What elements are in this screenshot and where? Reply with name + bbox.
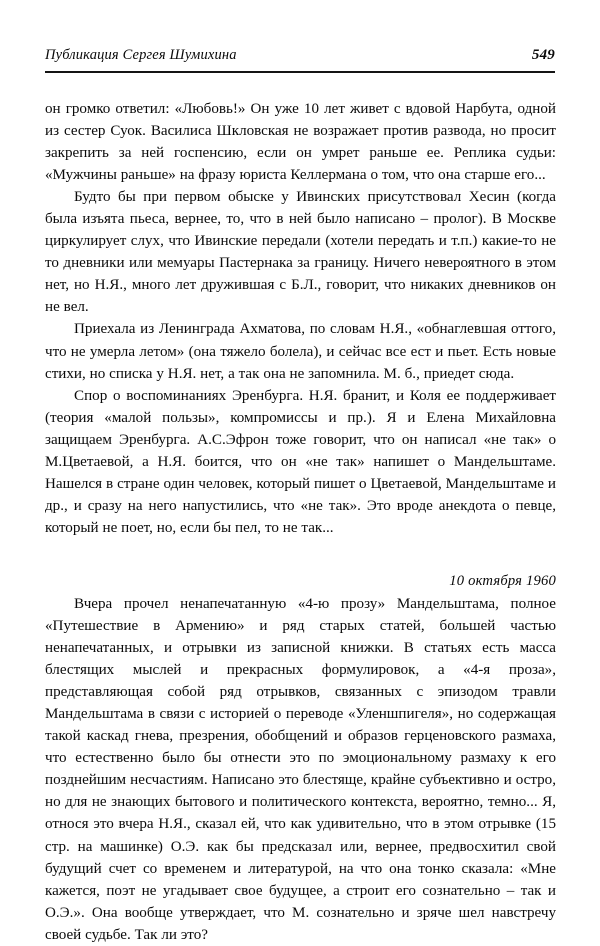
paragraph: Будто бы при первом обыске у Ивинских присутствовал Хесин (когда была изъята пьеса, вернее, то, что в ней было написано – пролог). В Москве циркулирует слух, что Ивинские передали (хотели передать и т.п.) какие-то не то дневники или мемуары Пастернака за границу. Ничего невероятного в этом нет, но Н.Я., много лет дружившая с Б.Л., говорит, что никаких дневников он не вел.: [45, 189, 556, 316]
running-head-title: Публикация Сергея Шумихина: [45, 47, 237, 63]
body-text-column: [45, 98, 556, 946]
entry-dateline: 10 октября 1960: [449, 572, 556, 589]
running-head: [45, 47, 555, 64]
dateline-spacer: [45, 539, 556, 570]
paragraph: Вчера прочел ненапечатанную «4-ю прозу» Мандельштама, полное «Путешествие в Армению» и ряд старых статей, большей частью ненапечатанных, и отрывки из записной книжки. В статьях есть масса блестящих мыслей и прекрасных формулировок, а «4-я проза», представляющая собой ряд отрывков, связанных с эпизодом травли Мандельштама в связи с историей о переводе «Уленшпигеля», но содержащая такой каскад гнева, презрения, обобщений и образов герценовского размаха, что естественно было бы отнести это по эмоциональному размаху к его позднейшим несчастиям. Написано это блестяще, крайне субъективно и остро, но для не знающих бытового и политического контекста, вероятно, темно... Я, относя это вчера Н.Я., сказал ей, что как удивительно, что в этом отрывке (15 стр. на машинке) О.Э. как бы предсказал или, вернее, предвосхитил свой будущий счет со временем и литературой, на что она тонко сказала: «Мне кажется, поэт не угадывает свое будущее, а строит его сознательно – так и О.Э.». Она вообще утверждает, что М. сознательно и зряче шел навстречу своей судьбе. Так ли это?: [45, 595, 556, 943]
page-number: 549: [531, 47, 555, 63]
paragraph: Спор о воспоминаниях Эренбурга. Н.Я. бранит, и Коля ее поддерживает (теория «малой пользы», компромиссы и пр.). Я и Елена Михайловна защищаем Эренбурга. А.С.Эфрон тоже говорит, что он написал «не так» о М.Цветаевой, а Н.Я. боится, что он «не так» напишет о Мандельштаме. Нашелся в стране один человек, который пишет о Цветаевой, Мандельштаме и др., и сразу на него напустились, что «не так». Это вроде анекдота о певце, который не поет, но, если бы пел, то не так...: [45, 387, 556, 536]
paragraph: Приехала из Ленинграда Ахматова, по словам Н.Я., «обнаглевшая оттого, что не умерла летом» (она тяжело болела), и сейчас все ест и пьет. Есть новые стихи, но списка у Н.Я. нет, а так она не запомнила. М. б., приедет сюда.: [45, 321, 556, 382]
paragraph: он громко ответил: «Любовь!» Он уже 10 лет живет с вдовой Нарбута, одной из сестер Суок. Василиса Шкловская не возражает против развода, но просит закрепить за ней госпенсию, если он умрет раньше ее. Реплика судьи: «Мужчины раньше» на фразу юриста Келлермана о том, что она старше его...: [45, 101, 556, 184]
header-rule-divider: [45, 71, 555, 73]
